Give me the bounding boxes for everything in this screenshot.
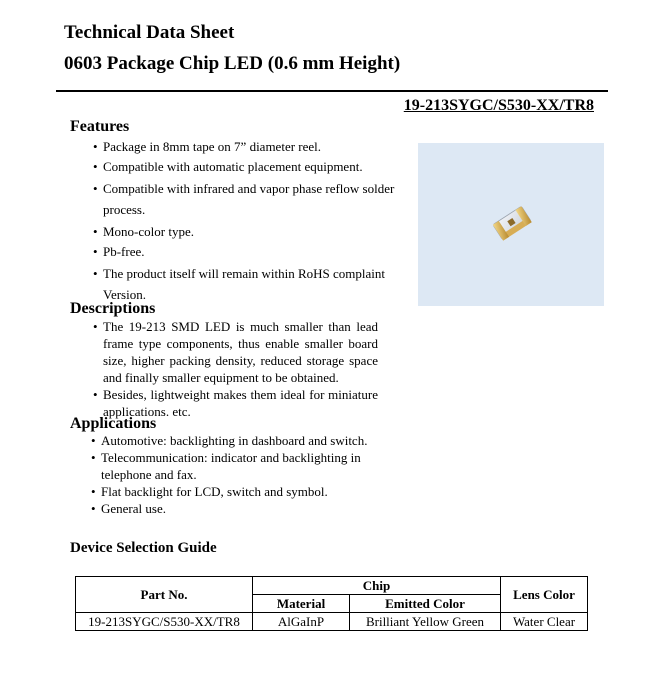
- list-item: • Besides, lightweight makes them ideal for miniature applications. etc.: [93, 386, 378, 420]
- cell-material: AlGaInP: [253, 613, 350, 631]
- list-item: • Telecommunication: indicator and backlighting in telephone and fax.: [91, 449, 386, 483]
- descriptions-heading: Descriptions: [70, 300, 156, 317]
- list-item: • Mono-color type.: [93, 223, 398, 240]
- applications-list: [91, 432, 386, 517]
- list-item: • Flat backlight for LCD, switch and symbol.: [91, 483, 386, 500]
- list-item: • Compatible with automatic placement equipment.: [93, 158, 398, 175]
- list-item: • The 19-213 SMD LED is much smaller than lead frame type components, thus enable smaller board size, higher packing density, reduced storage space and finally smaller equipment to be obtained.: [93, 318, 378, 386]
- list-item: • The product itself will remain within RoHS complaint Version.: [93, 263, 398, 305]
- cell-part-no: 19-213SYGC/S530-XX/TR8: [76, 613, 253, 631]
- document-title: Technical Data Sheet: [64, 22, 235, 43]
- list-item: • General use.: [91, 500, 386, 517]
- part-number: 19-213SYGC/S530-XX/TR8: [403, 97, 594, 114]
- descriptions-list: [93, 318, 383, 420]
- col-header-chip: Chip: [253, 577, 501, 595]
- list-item: • Package in 8mm tape on 7” diameter reel.: [93, 138, 398, 155]
- list-item: • Pb-free.: [93, 243, 398, 260]
- col-header-material: Material: [253, 595, 350, 613]
- product-photo: [418, 143, 604, 306]
- list-item: • Automotive: backlighting in dashboard and switch.: [91, 432, 386, 449]
- cell-lens-color: Water Clear: [501, 613, 588, 631]
- features-list: [93, 138, 398, 308]
- col-header-lens-color: Lens Color: [501, 577, 588, 613]
- col-header-part-no: Part No.: [76, 577, 253, 613]
- chip-led-image: [418, 143, 604, 306]
- col-header-emitted-color: Emitted Color: [350, 595, 501, 613]
- applications-heading: Applications: [70, 415, 157, 432]
- table-row: [76, 613, 588, 631]
- list-item: • Compatible with infrared and vapor phase reflow solder process.: [93, 178, 398, 220]
- device-selection-heading: Device Selection Guide: [70, 540, 217, 556]
- header-divider: [56, 90, 608, 92]
- cell-emitted-color: Brilliant Yellow Green: [350, 613, 501, 631]
- features-heading: Features: [70, 118, 130, 135]
- device-selection-table: [75, 576, 588, 631]
- document-subtitle: 0603 Package Chip LED (0.6 mm Height): [64, 53, 401, 74]
